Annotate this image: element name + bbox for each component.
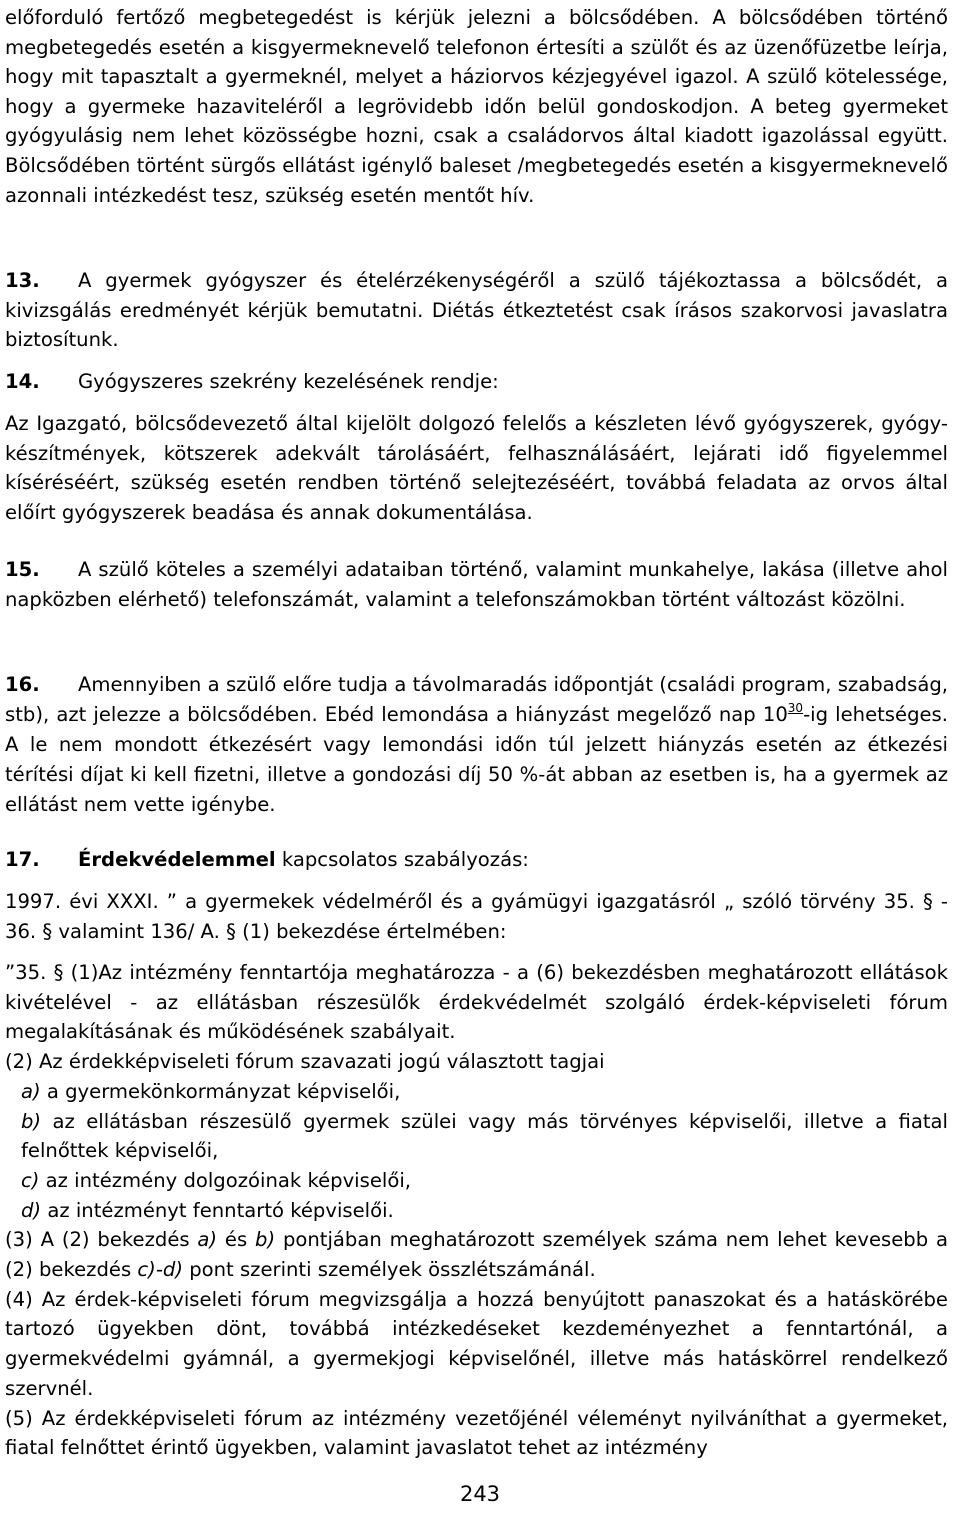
quote-para-4: (4) Az érdek-képviseleti fórum megvizsgálja a hozzá benyújtott panaszokat és a hatáskörébe tartozó ügyekben dönt, továbbá intézkedéseket kezdeményezhet a fenntartónál, a gyermekvédelmi gyámnál, a gyermekjogi képviselőnél, illetve más hatáskörrel rendelkező szervnél. bbox=[5, 1287, 948, 1400]
quote-para-3 bbox=[5, 1225, 948, 1284]
law-quote bbox=[5, 958, 948, 1463]
law-reference bbox=[5, 887, 948, 946]
p3-italic: c)-d) bbox=[137, 1258, 183, 1282]
time-hour: 10 bbox=[762, 703, 788, 726]
item-letter: b) bbox=[21, 1109, 42, 1133]
section-16-text-a: Amennyiben a szülő előre tudja a távolmaradás időpontját (családi program, szabadság, stb), azt jelezze a bölcsődében. Ebéd lemondása a hiányzást megelőző nap bbox=[5, 673, 948, 726]
p3-part: és bbox=[217, 1228, 256, 1252]
section-13-text: A gyermek gyógyszer és ételérzékenységéről a szülő tájékoztassa a bölcsődét, a kivizsgálás eredményét kérjük bemutatni. Diétás étkeztetést csak írásos szakorvosi javaslatra biztosítunk. bbox=[5, 269, 948, 352]
item-text: az ellátásban részesülő gyermek szülei vagy más törvényes képviselői, illetve a fiatal felnőttek képviselői, bbox=[21, 1109, 948, 1163]
p3-italic: b) bbox=[255, 1228, 276, 1252]
section-17-heading-bold: Érdekvédelemmel bbox=[78, 848, 276, 871]
section-14-body bbox=[5, 409, 948, 527]
item-letter: a) bbox=[21, 1079, 41, 1103]
section-number: 15. bbox=[5, 558, 40, 581]
quote-para-2: (2) Az érdekképviseleti fórum szavazati jogú választott tagjai bbox=[5, 1050, 605, 1074]
p3-part: pont szerinti személyek összlétszámánál. bbox=[182, 1258, 596, 1282]
intro-text: előforduló fertőző megbetegedést is kérjük jelezni a bölcsődében. A bölcsődében történő megbetegedés esetén a kisgyermeknevelő telefonon értesíti a szülőt és az üzenőfüzetbe leírja, hogy mit tapasztalt a gyermeknél, melyet a háziorvos kézjegyével igazol. A szülő kötelessége, hogy a gyermeke hazaviteléről a legrövidebb időn belül gondoskodjon. A beteg gyermeket gyógyulásig nem lehet közösségbe hozni, csak a családorvos által kiadott igazolással együtt. Bölcsődében történt sürgős ellátást igénylő baleset /megbetegedés esetén a kisgyermeknevelő azonnali intézkedést tesz, szükség esetén mentőt hív. bbox=[5, 6, 948, 207]
p3-part: (3) A (2) bekezdés bbox=[5, 1228, 198, 1252]
section-14 bbox=[5, 367, 948, 397]
item-text: az intézmény dolgozóinak képviselői, bbox=[39, 1168, 411, 1192]
section-14-text: Az Igazgató, bölcsődevezető által kijelölt dolgozó felelős a készleten lévő gyógyszerek, gyógy-készítmények, kötszerek adekvált tárolásáért, felhasználásáért, lejárati idő figyelemmel kíséréséért, szükség esetén rendben történő selejtezéséért, továbbá feladata az orvos által előírt gyógyszerek beadása és annak dokumentálása. bbox=[5, 412, 948, 524]
item-letter: c) bbox=[21, 1168, 40, 1192]
section-number: 17. bbox=[5, 848, 40, 871]
quote-item-b bbox=[5, 1107, 948, 1166]
paragraph-intro bbox=[5, 3, 948, 210]
quote-para-1: ”35. § (1)Az intézmény fenntartója meghatározza - a (6) bekezdésben meghatározott ellátások kivételével - az ellátásban részesülők érdekvédelmét szolgáló érdek-képviseleti fórum megalakításának és működésének szabályait. bbox=[5, 961, 948, 1044]
section-16 bbox=[5, 670, 948, 820]
section-17-heading bbox=[5, 845, 948, 875]
law-text: 1997. évi XXXI. ” a gyermekek védelméről és a gyámügyi igazgatásról „ szóló törvény 35. § - 36. § valamint 136/ A. § (1) bekezdése értelmében: bbox=[5, 890, 948, 943]
item-text: az intézményt fenntartó képviselői. bbox=[41, 1198, 394, 1222]
section-17-heading-rest: kapcsolatos szabályozás: bbox=[275, 848, 529, 871]
section-15-text: A szülő köteles a személyi adataiban történő, valamint munkahelye, lakása (illetve ahol napközben elérhető) telefonszámát, valamint a telefonszámokban történt változást közölni. bbox=[5, 558, 948, 611]
time-minute: 30 bbox=[787, 701, 804, 715]
quote-item-d bbox=[5, 1196, 948, 1226]
quote-item-c bbox=[5, 1166, 948, 1196]
item-text: a gyermekönkormányzat képviselői, bbox=[40, 1079, 401, 1103]
section-15 bbox=[5, 555, 948, 614]
section-number: 16. bbox=[5, 673, 40, 696]
quote-para-5: (5) Az érdekképviseleti fórum az intézmény vezetőjénél véleményt nyilváníthat a gyermeket, fiatal felnőttet érintő ügyekben, valamint javaslatot tehet az intézmény bbox=[5, 1406, 948, 1460]
item-letter: d) bbox=[21, 1198, 42, 1222]
section-16-text-b: -ig lehetséges. A le nem mondott étkezésért vagy lemondási időn túl jelzett hiányzás esetén az étkezési térítési díjat ki kell fizetni, illetve a gondozási díj 50 %-át abban az esetben is, ha a gyermek az ellátást nem vette igénybe. bbox=[5, 703, 948, 816]
page-number: 243 bbox=[459, 1482, 501, 1506]
section-number: 14. bbox=[5, 370, 40, 393]
p3-part: pontjában meghatározott személyek száma nem lehet kevesebb a (2) bekezdés bbox=[5, 1228, 948, 1282]
section-13 bbox=[5, 266, 948, 355]
quote-item-a bbox=[5, 1077, 948, 1107]
section-number: 13. bbox=[5, 269, 40, 292]
p3-italic: a) bbox=[197, 1228, 218, 1252]
section-14-heading: Gyógyszeres szekrény kezelésének rendje: bbox=[78, 370, 499, 393]
